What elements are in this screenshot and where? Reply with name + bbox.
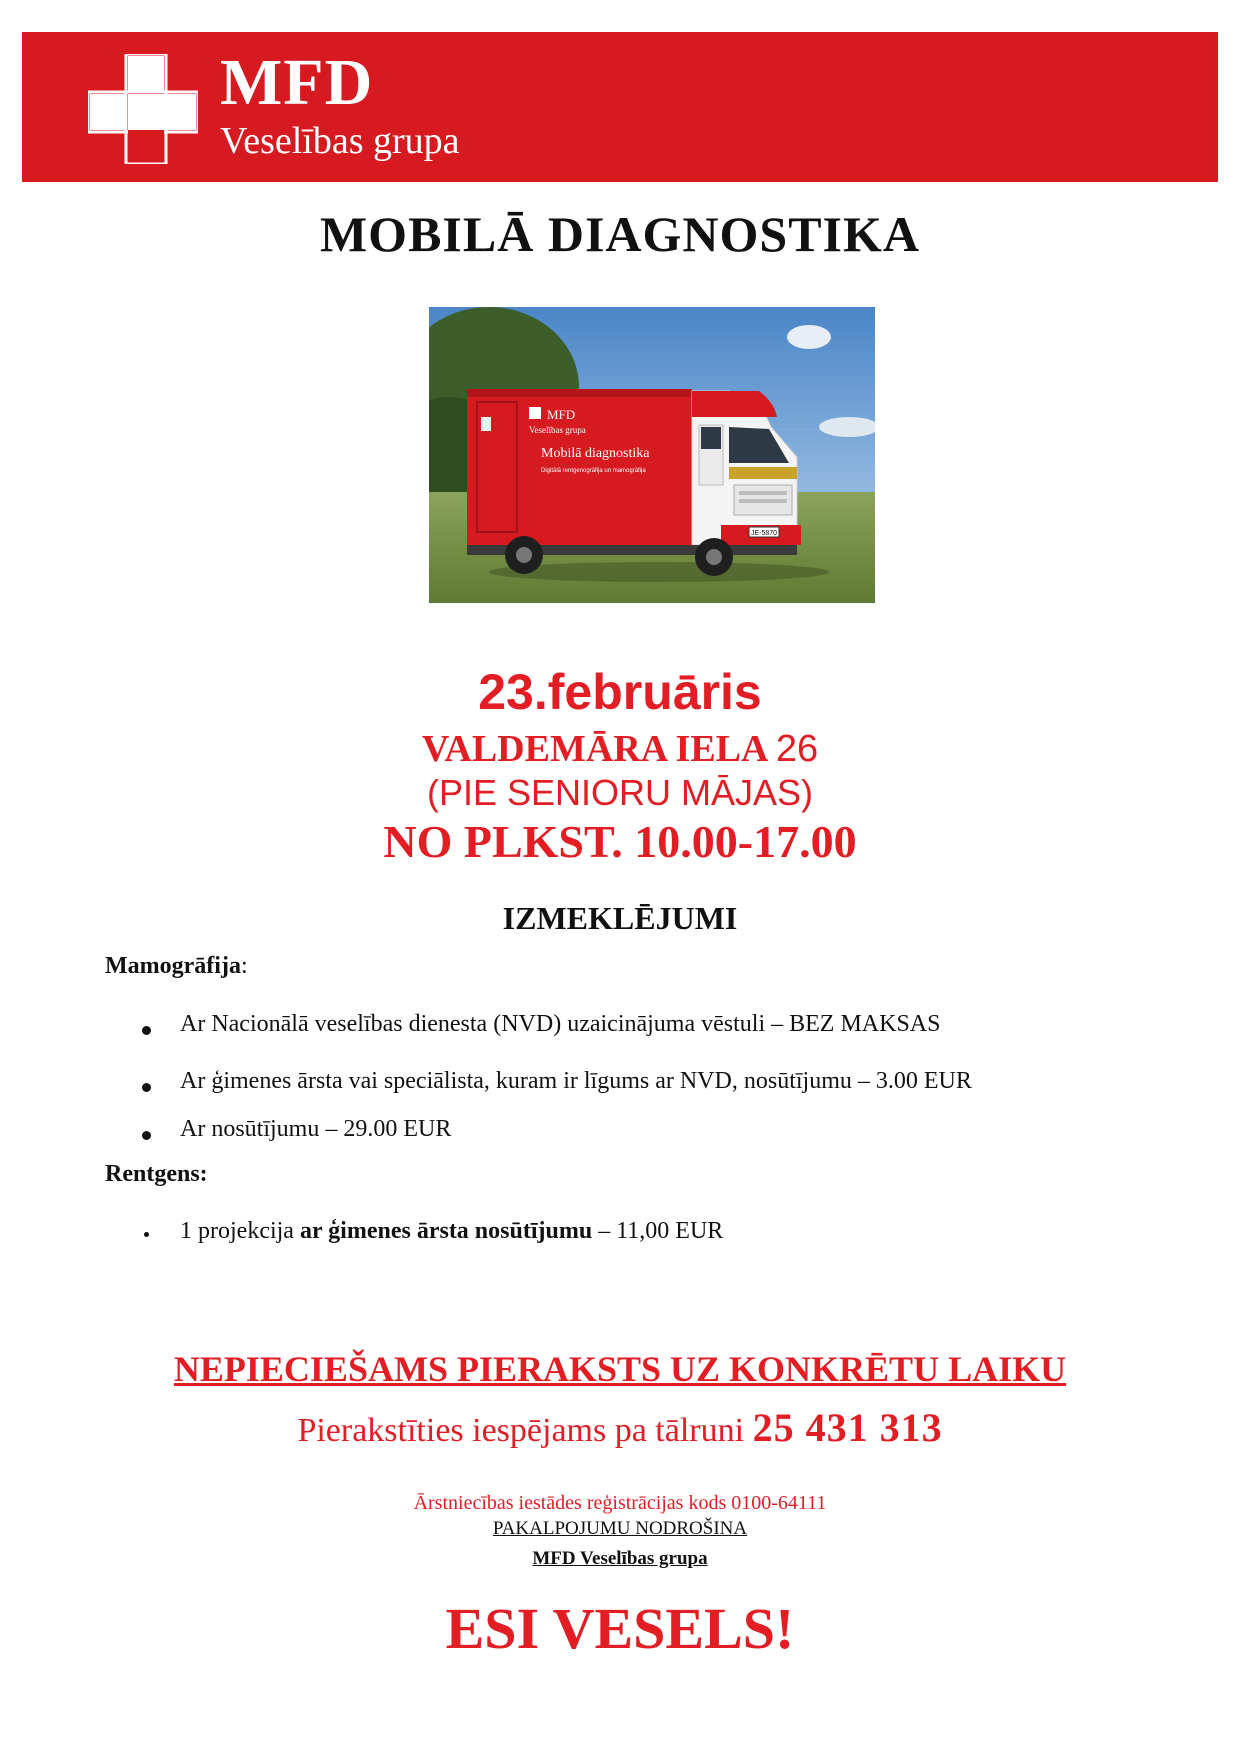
bullet-icon <box>144 1232 149 1237</box>
slogan: ESI VESELS! <box>445 1596 795 1661</box>
list-item: 1 projekcija ar ģimenes ārsta nosūtījumu – 11,00 EUR <box>180 1218 724 1244</box>
truck-tagline: Digitālā rentgenogrāfija un mamogrāfija <box>541 468 646 474</box>
street-number: 26 <box>775 728 819 770</box>
event-date: 23.februāris <box>478 664 762 720</box>
mammography-heading: Mamogrāfija: <box>105 953 248 979</box>
list-item: Ar Nacionālā veselības dienesta (NVD) uzaicinājuma vēstuli – BEZ MAKSAS <box>180 1011 941 1037</box>
phone-number: 25 431 313 <box>752 1405 943 1450</box>
appointment-phone <box>0 1404 1240 1451</box>
appointment-notice: NEPIECIEŠAMS PIERAKSTS UZ KONKRĒTU LAIKU <box>173 1349 1067 1389</box>
bullet-icon <box>142 1131 151 1140</box>
truck-brand-sub: Veselības grupa <box>529 425 586 435</box>
bullet-icon <box>142 1026 151 1035</box>
provider-name: MFD Veselības grupa <box>532 1548 708 1569</box>
brand-name: MFD <box>220 46 374 119</box>
page-title: MOBILĀ DIAGNOSTIKA <box>319 206 921 262</box>
event-address <box>0 727 1240 771</box>
truck-service-label: Mobilā diagnostika <box>541 446 650 461</box>
medical-cross-logo-icon <box>88 54 198 164</box>
header-banner <box>22 32 1218 182</box>
list-item: Ar nosūtījumu – 29.00 EUR <box>180 1116 452 1142</box>
truck-photo <box>429 307 875 603</box>
exams-heading: IZMEKLĒJUMI <box>502 900 738 936</box>
phone-label: Pierakstīties iespējams pa tālruni <box>297 1412 753 1449</box>
bullet-icon <box>142 1083 151 1092</box>
xray-heading: Rentgens: <box>105 1161 208 1187</box>
truck-plate: JE-5870 <box>751 530 778 537</box>
truck-brand: MFD <box>547 407 576 422</box>
street-name: VALDEMĀRA IELA <box>421 728 767 770</box>
registration-code: Ārstniecības iestādes reģistrācijas kods 0100-64111 <box>413 1492 827 1514</box>
provided-by-label: PAKALPOJUMU NODROŠINA <box>492 1518 748 1539</box>
event-hours: NO PLKST. 10.00-17.00 <box>383 816 857 867</box>
brand-logo <box>220 46 460 162</box>
event-location-note: (PIE SENIORU MĀJAS) <box>426 772 814 813</box>
brand-subtitle: Veselības grupa <box>220 120 460 162</box>
list-item: Ar ģimenes ārsta vai speciālista, kuram ir līgums ar NVD, nosūtījumu – 3.00 EUR <box>180 1068 972 1094</box>
